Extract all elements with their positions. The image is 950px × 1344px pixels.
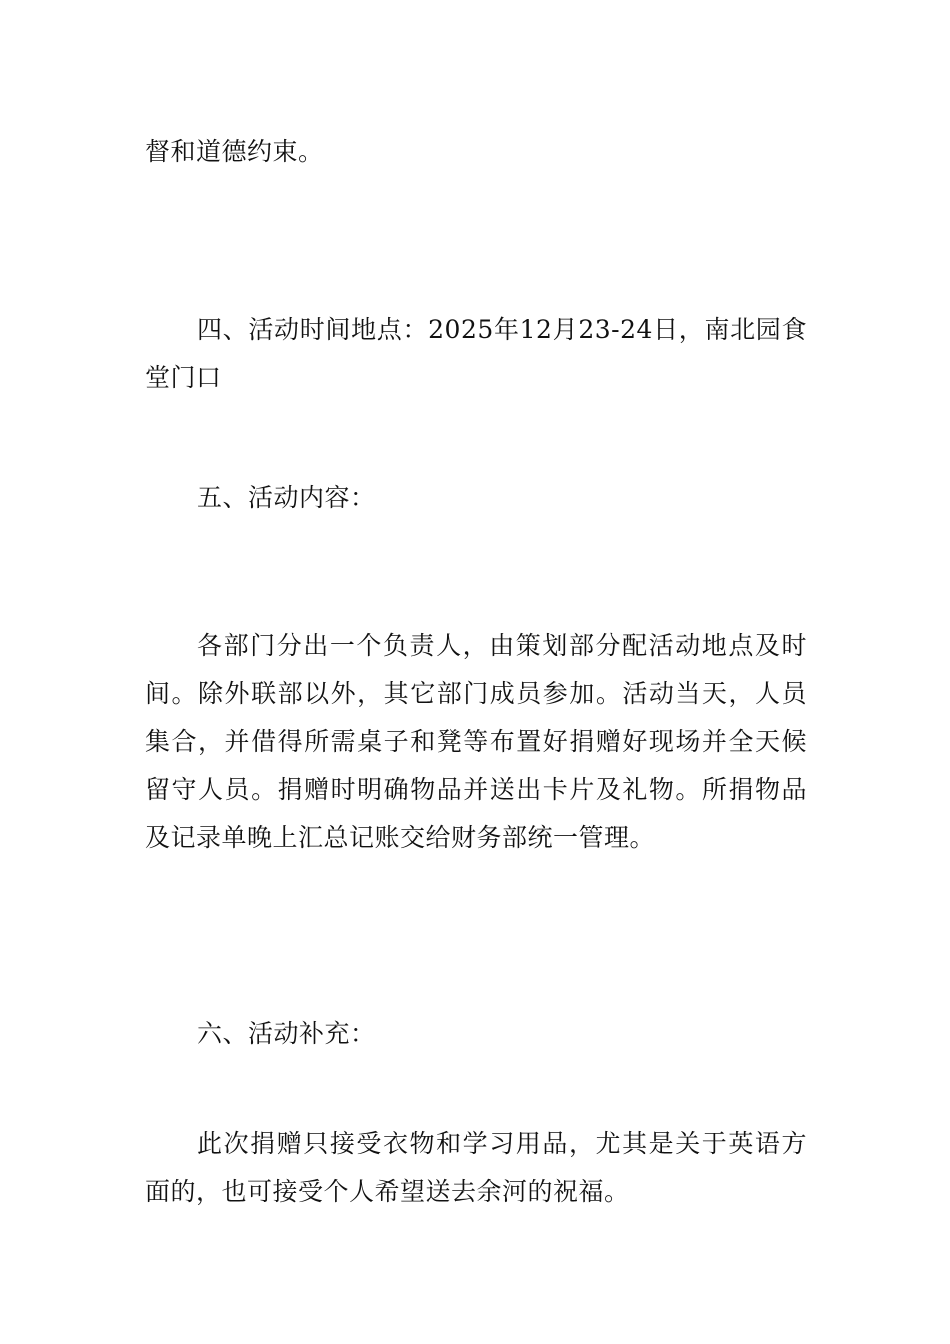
section-six-content: 此次捐赠只接受衣物和学习用品，尤其是关于英语方面的，也可接受个人希望送去余河的祝福。 bbox=[145, 1129, 807, 1206]
section-six-heading: 六、活动补充： bbox=[197, 1019, 376, 1048]
section-four-time-location: 四、活动时间地点：2025年12月23-24日，南北园食堂门口 bbox=[145, 315, 807, 392]
section-five-content: 各部门分出一个负责人，由策划部分配活动地点及时间。除外联部以外，其它部门成员参加。活动当天，人员集合，并借得所需桌子和凳等布置好捐赠好现场并全天候留守人员。捐赠时明确物品并送出卡片及礼物。所捐物品及记录单晚上汇总记账交给财务部统一管理。 bbox=[145, 631, 807, 852]
section-five-heading: 五、活动内容： bbox=[197, 483, 376, 512]
paragraph-continuation: 督和道德约束。 bbox=[145, 137, 324, 166]
